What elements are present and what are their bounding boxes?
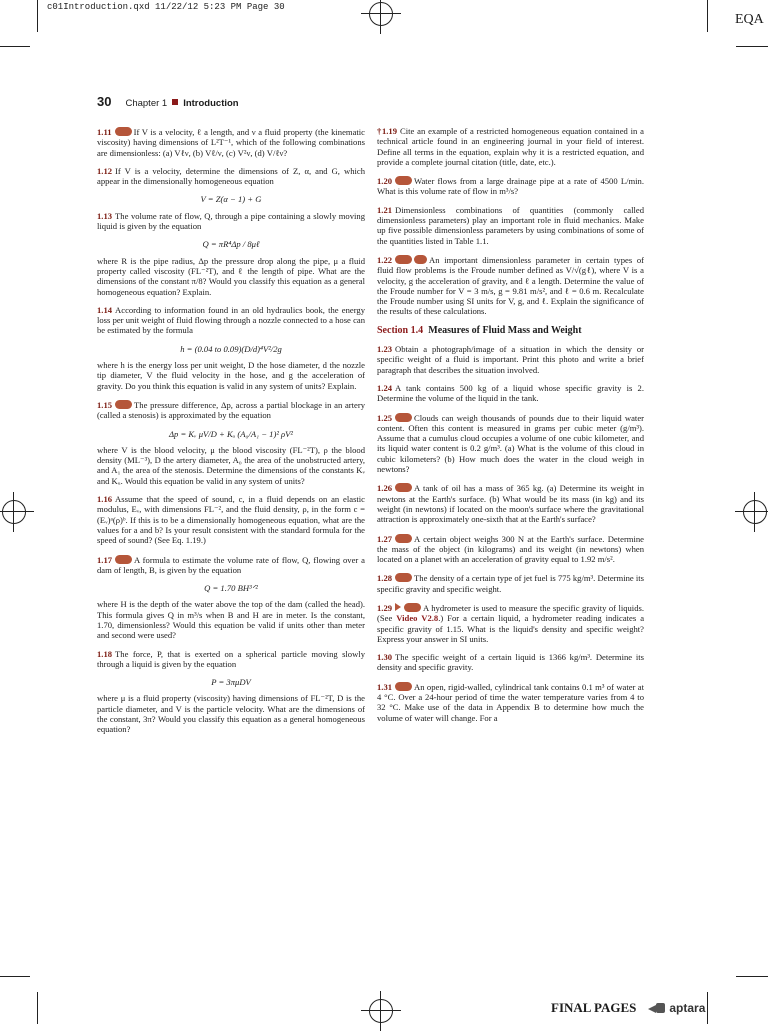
problem-item — [97, 554, 365, 576]
problem-text: The pressure difference, Δp, across a partial blockage in an artery (called a stenosis) is approximated by the equation — [97, 399, 365, 421]
problem-number: 1.15 — [97, 399, 113, 410]
registration-mark — [743, 500, 767, 524]
problem-number: 1.30 — [377, 652, 393, 663]
wileyplus-icon — [115, 400, 132, 409]
chapter-title: Introduction — [183, 98, 239, 109]
problem-item — [377, 344, 644, 375]
wileyplus-icon — [115, 555, 132, 564]
problem-item — [97, 305, 365, 336]
problem-text: A hydrometer is used to measure the specific gravity of liquids. (See — [377, 602, 644, 624]
section-title: Measures of Fluid Mass and Weight — [428, 324, 582, 336]
crop-mark — [0, 976, 30, 977]
wileyplus-icon — [395, 255, 412, 264]
problem-text: A certain object weighs 300 N at the Earth's surface. Determine the mass of the object (in kilograms) and its weight (in newtons) when located on a planet with an acceleration of gravity equal to 1.92 m/s². — [377, 533, 644, 565]
problem-number: 1.25 — [377, 412, 393, 423]
corner-tag: EQA — [735, 12, 764, 27]
problem-number: 1.29 — [377, 602, 393, 613]
wileyplus-icon — [395, 573, 412, 582]
problem-continuation: where R is the pipe radius, Δp the pressure drop along the pipe, μ a fluid property called viscosity (FL⁻²T), and ℓ the length of pipe. What are the dimensions of the constant π/8? Would you classify this equation as a general homogeneous equation? Explain. — [97, 255, 365, 297]
problem-continuation: where V is the blood velocity, μ the blood viscosity (FL⁻²T), ρ the blood density (ML⁻³), D the artery diameter, A₀ the area of the unobstructed artery, and A₁ the area of the stenosis. Determine the dimensions of the constants Kᵥ and Kᵤ. Would this equation be valid in any system of units? — [97, 444, 365, 486]
aptara-brand: aptara — [669, 1001, 706, 1015]
problem-item — [97, 649, 365, 670]
problem-number: 1.18 — [97, 648, 113, 659]
final-pages-label: FINAL PAGES — [551, 1000, 637, 1015]
problem-item — [377, 533, 644, 565]
problem-number: 1.12 — [97, 165, 113, 176]
equation: V = Z(α − 1) + G — [200, 194, 262, 205]
crop-mark — [736, 46, 768, 47]
problem-item — [377, 254, 644, 317]
problem-number: 1.26 — [377, 483, 393, 494]
problem-item — [97, 126, 365, 158]
equation: Q = πR⁴Δp / 8μℓ — [202, 239, 260, 250]
registration-mark — [369, 2, 393, 26]
problem-number: 1.14 — [97, 304, 113, 315]
wileyplus-icon — [395, 682, 412, 691]
problem-continuation: where H is the depth of the water above the top of the dam (called the head). This formula gives Q in m³/s when B and H are in meter. Is the constant, 1.70, dimensionless? Would this equation be valid if units other than meter and second were used? — [97, 599, 365, 641]
problem-item — [377, 482, 644, 524]
problem-text: Clouds can weigh thousands of pounds due to their liquid water content. Often this content is measured in grams per cubic meter (g/m³). Assume that a cumulus cloud occupies a volume of one cubic kilometer, and its liquid water content is 0.2 g/m³. (a) What is the volume of this cloud in cubic kilometers? (b) How much does the water in the cloud weigh in newtons? — [377, 412, 644, 475]
problem-item — [377, 175, 644, 197]
right-column — [377, 126, 644, 731]
problem-number: 1.13 — [97, 210, 113, 221]
crop-mark — [37, 0, 38, 32]
crop-mark — [707, 992, 708, 1024]
problem-text: Dimensionless combinations of quantities (commonly called dimensionless parameters) play an important role in fluid mechanics. Make up five possible dimensionless parameters by using combinations of some of the quantities listed in Table 1.1. — [377, 204, 644, 246]
problem-text: Obtain a photograph/image of a situation in which the density or specific weight of a fluid is important. Print this photo and write a brief paragraph that describes the situation involved. — [377, 344, 644, 375]
problem-text: A tank of oil has a mass of 365 kg. (a) Determine its weight in newtons at the Earth's surface. (b) What would be its mass (in kg) and its weight (in newtons) if located on the moon's surface where the gravitational attraction is approximately one-sixth that at the Earth's surface? — [377, 483, 644, 525]
problem-text: Water flows from a large drainage pipe at a rate of 4500 L/min. What is this volume rate of flow in m³/s? — [377, 176, 644, 197]
problem-text: Cite an example of a restricted homogeneous equation contained in a technical article found in an engineering journal in your field of interest. Define all terms in the equation, explain why it is a restricted equation, and provide a complete journal citation (title, date, etc.). — [377, 126, 644, 167]
problem-text: If V is a velocity, determine the dimensions of Z, α, and G, which appear in the dimensionally homogeneous equation — [97, 165, 365, 187]
page-footer — [551, 1000, 705, 1016]
problem-item — [377, 681, 644, 723]
file-slug: c01Introduction.qxd 11/22/12 5:23 PM Page 30 — [47, 2, 285, 12]
problem-text: The force, P, that is exerted on a spherical particle moving slowly through a liquid is given by the equation — [97, 648, 365, 669]
problem-text: The specific weight of a certain liquid is 1366 kg/m³. Determine its density and specific gravity. — [377, 652, 644, 673]
crop-mark — [707, 0, 708, 32]
problem-item — [377, 602, 644, 644]
problem-number: 1.21 — [377, 204, 393, 215]
problem-item — [97, 211, 365, 232]
registration-mark — [369, 999, 393, 1023]
problem-text: A tank contains 500 kg of a liquid whose specific gravity is 2. Determine the volume of the liquid in the tank. — [377, 382, 644, 404]
problem-item — [97, 494, 365, 545]
crop-mark — [736, 976, 768, 977]
equation: Δp = Kᵥ μV/D + Kᵤ (A₀/A₁ − 1)² ρV² — [168, 428, 294, 439]
aptara-icon — [648, 1002, 666, 1014]
crop-mark — [0, 46, 30, 47]
chapter-label: Chapter 1 — [125, 98, 168, 109]
problem-number: 1.22 — [377, 254, 393, 265]
page-number: 30 — [97, 94, 112, 109]
problem-text: The density of a certain type of jet fuel is 775 kg/m³. Determine its specific gravity and specific weight. — [377, 573, 644, 594]
problem-text: .) For a certain liquid, a hydrometer reading indicates a specific gravity of 1.15. What is the liquid's density and specific weight? Express your answer in SI units. — [377, 613, 645, 644]
header-square-icon — [172, 99, 178, 105]
problem-continuation: where h is the energy loss per unit weight, D the hose diameter, d the nozzle tip diameter, V the fluid velocity in the hose, and g the acceleration of gravity. Do you think this equation is valid in any system of units? Explain. — [97, 360, 365, 391]
equation: h = (0.04 to 0.09)(D/d)⁴V²/2g — [180, 343, 282, 354]
crop-mark — [37, 992, 38, 1024]
problem-text: An open, rigid-walled, cylindrical tank contains 0.1 m³ of water at 4 °C. Over a 24-hour period of time the water temperature varies from 4 to 32 °C. Make use of the data in Appendix B to determine how much the volume of water will change. For a — [377, 681, 644, 723]
section-heading — [377, 325, 644, 336]
problem-number: 1.23 — [377, 344, 393, 355]
problem-number: 1.17 — [97, 554, 113, 565]
problem-number: 1.24 — [377, 382, 393, 393]
problem-item — [97, 399, 365, 421]
wileyplus-icon — [395, 483, 412, 492]
wileyplus-icon — [395, 413, 412, 422]
problem-number: 1.20 — [377, 176, 393, 187]
problem-text: According to information found in an old hydraulics book, the energy loss per unit weight of fluid flowing through a nozzle connected to a hose can be estimated by the formula — [97, 304, 365, 336]
problem-text: If V is a velocity, ℓ a length, and ν a fluid property (the kinematic viscosity) having dimensions of L²T⁻¹, which of the following combinations are dimensionless: (a) Vℓν, (b) Vℓ/ν, (c) V²ν, (d) V/ℓν? — [97, 127, 365, 158]
problem-number: 1.27 — [377, 533, 393, 544]
registration-mark — [2, 500, 26, 524]
problem-item — [97, 166, 365, 187]
aptara-logo — [648, 1001, 705, 1015]
wileyplus-icon — [395, 534, 412, 543]
video-reference: Video V2.8 — [396, 613, 439, 624]
problem-item — [377, 205, 644, 246]
problem-item — [377, 126, 644, 167]
problem-item — [377, 572, 644, 594]
video-play-icon — [395, 603, 401, 611]
equation: P = 3πμDV — [211, 677, 251, 688]
problem-text: A formula to estimate the volume rate of flow, Q, flowing over a dam of length, B, is given by the equation — [97, 554, 365, 575]
problem-item — [377, 383, 644, 404]
problem-number: 1.28 — [377, 573, 393, 584]
problem-number: 1.16 — [97, 494, 113, 505]
go-tutorial-icon — [414, 255, 427, 264]
problem-number: 1.11 — [97, 127, 112, 137]
problem-item — [377, 412, 644, 475]
problem-text: An important dimensionless parameter in certain types of fluid flow problems is the Froude number defined as V/√(gℓ), where V is a velocity, g the acceleration of gravity, and ℓ a length. Determine the value of the Froude number for V = 3 m/s, g = 9.81 m/s², and ℓ = 0.6 m. Recalculate the Froude number using SI units for V, g, and ℓ. Explain the significance of the results of these calculations. — [377, 254, 644, 317]
problem-text: The volume rate of flow, Q, through a pipe containing a slowly moving liquid is given by the equation — [97, 210, 365, 232]
problem-text: Assume that the speed of sound, c, in a fluid depends on an elastic modulus, Eᵥ, with dimensions FL⁻², and the fluid density, ρ, in the form c = (Eᵥ)ᵃ(ρ)ᵇ. If this is to be a dimensionally homogeneous equation, what are the values for a and b? Is your result consistent with the standard formula for the speed of sound? (See Eq. 1.19.) — [97, 494, 365, 546]
problem-number: †1.19 — [377, 126, 398, 136]
wileyplus-icon — [395, 176, 412, 185]
wileyplus-icon — [404, 603, 421, 612]
equation: Q = 1.70 BH³ᐟ² — [204, 583, 258, 594]
problem-number: 1.31 — [377, 681, 393, 692]
wileyplus-icon — [115, 127, 132, 136]
running-header — [97, 94, 239, 112]
left-column — [97, 126, 365, 743]
problem-continuation: where μ is a fluid property (viscosity) having dimensions of FL⁻²T, D is the particle diameter, and V is the particle velocity. What are the dimensions of the constant, 3π? Would you classify this equation as a general homogeneous equation? — [97, 693, 365, 735]
section-number: Section 1.4 — [377, 324, 424, 336]
problem-item — [377, 652, 644, 673]
